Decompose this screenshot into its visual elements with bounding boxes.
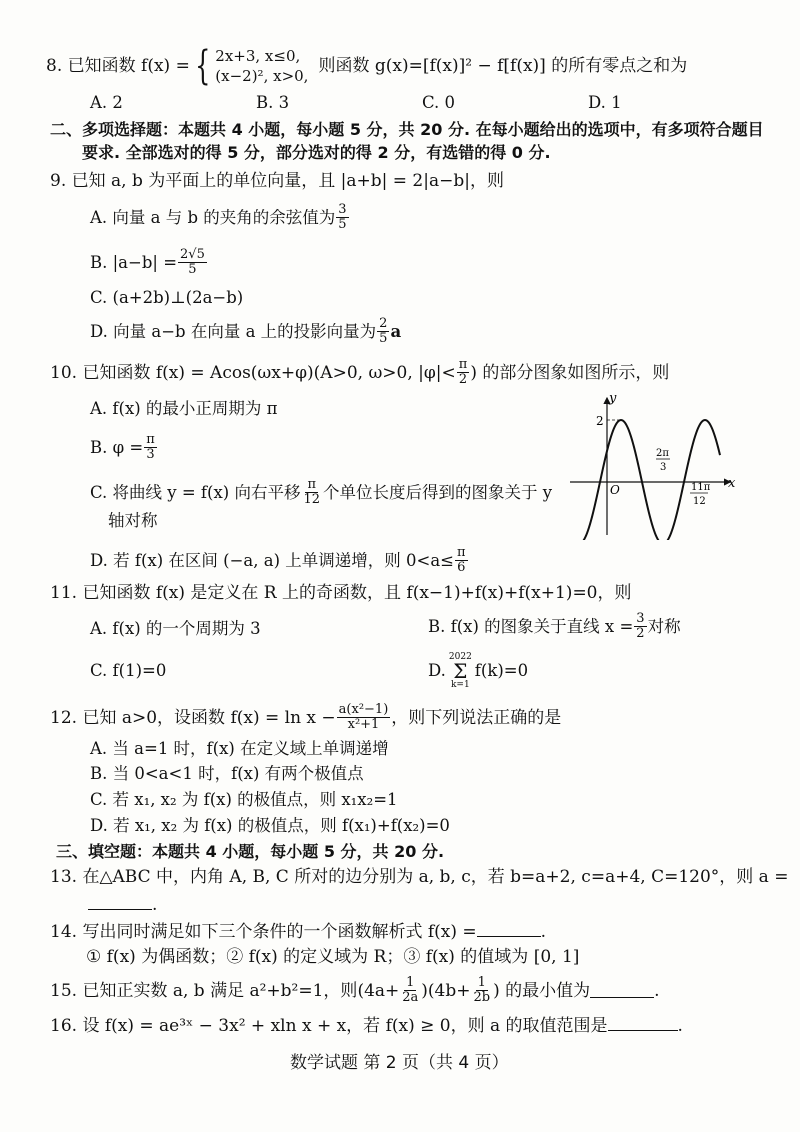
fraction-numerator: π	[457, 545, 466, 560]
q14-answer-blank[interactable]	[477, 922, 541, 937]
q10-option-c-text-b: 个单位长度后得到的图象关于 y	[323, 482, 553, 502]
q12-option-c[interactable]: C. 若 x₁, x₂ 为 f(x) 的极值点，则 x₁x₂=1	[90, 790, 398, 809]
tick2-denominator: 12	[693, 496, 706, 507]
q15-stem	[50, 976, 660, 1005]
q9-option-b[interactable]	[90, 248, 208, 277]
q13-period: .	[152, 895, 158, 915]
q8-option-a[interactable]: A. 2	[90, 93, 123, 112]
q9-option-d-fraction	[377, 317, 389, 346]
q8-piece2: (x−2)², x>0,	[215, 67, 309, 85]
q9-option-d-vector: a	[390, 321, 402, 341]
q11-option-b[interactable]	[428, 612, 681, 641]
q11-option-d-tail: f(k)=0	[474, 661, 529, 680]
q11-option-b-fraction	[634, 612, 646, 641]
q10-stem-b: ) 的部分图象如图所示，则	[470, 362, 670, 383]
fraction-denominator: 5	[188, 262, 197, 277]
y-axis-label: y	[609, 391, 617, 406]
q12-option-a[interactable]: A. 当 a=1 时，f(x) 在定义域上单调递增	[90, 739, 389, 758]
q15-fraction1	[400, 976, 420, 1005]
q16-answer-blank[interactable]	[608, 1016, 678, 1031]
fraction-denominator: x²+1	[347, 717, 380, 732]
q10-option-a[interactable]: A. f(x) 的最小正周期为 π	[90, 399, 278, 418]
q11-option-b-text: B. f(x) 的图象关于直线 x =	[428, 616, 634, 636]
q8-brace: {	[194, 43, 211, 89]
fraction-numerator: 2	[379, 316, 388, 331]
q15-text-a: 15. 已知正实数 a, b 满足 a²+b²=1，则	[50, 980, 358, 1001]
q15-paren1: (4a+	[357, 980, 400, 1001]
q12-stem	[50, 703, 561, 732]
tick1-numerator: 2π	[656, 448, 669, 459]
fraction-denominator: 2	[636, 626, 645, 641]
summation-sign	[449, 652, 472, 690]
q8-stem	[46, 43, 688, 89]
q8-piece1: 2x+3, x≤0,	[215, 47, 301, 65]
q15-answer-blank[interactable]	[590, 983, 654, 998]
q11-option-b-tail: 对称	[647, 616, 681, 636]
q14-stem-text: 14. 写出同时满足如下三个条件的一个函数解析式 f(x) =	[50, 922, 477, 942]
q10-stem-a: 10. 已知函数 f(x) = Acos(ωx+φ)	[50, 362, 314, 383]
fraction-denominator: 12	[303, 492, 320, 507]
q13-answer-blank[interactable]	[88, 895, 152, 910]
q11-option-d[interactable]	[428, 652, 528, 690]
q14-stem	[50, 921, 546, 943]
q8-stem-b: 则函数 g(x)=[f(x)]² − f[f(x)] 的所有零点之和为	[318, 56, 688, 76]
fraction-numerator: a(x²−1)	[338, 702, 389, 717]
q9-option-d[interactable]	[90, 317, 401, 346]
q12-fraction	[337, 703, 391, 732]
q15-fraction2	[472, 976, 493, 1005]
q16-text: 16. 设 f(x) = ae³ˣ − 3x² + xln x + x，若 f(x) ≥ 0，则 a 的取值范围是	[50, 1016, 608, 1036]
fraction-numerator: 3	[636, 611, 645, 626]
fraction-denominator: 3	[146, 447, 155, 462]
q9-option-a-text: A. 向量 a 与 b 的夹角的余弦值为	[90, 207, 336, 227]
tick2-numerator: 11π	[691, 482, 711, 493]
fraction-denominator: 2	[458, 372, 468, 387]
q10-stem-cond: (A>0, ω>0, |φ|<	[313, 362, 456, 383]
q8-option-c[interactable]: C. 0	[422, 93, 456, 112]
q10-option-d-text: D. 若 f(x) 在区间 (−a, a) 上单调递增，则 0<a≤	[90, 550, 454, 570]
q10-option-b-fraction	[144, 433, 157, 462]
section2-heading: 二、多项选择题：本题共 4 小题，每小题 5 分，共 20 分. 在每小题给出的选项中，有多项符合题目	[50, 120, 764, 139]
q8-option-b[interactable]: B. 3	[256, 93, 290, 112]
q10-stem	[50, 358, 669, 387]
q9-option-a[interactable]	[90, 203, 350, 232]
q9-option-a-fraction	[336, 203, 348, 232]
page-footer: 数学试题 第 2 页（共 4 页）	[290, 1053, 509, 1073]
q13-stem: 13. 在△ABC 中，内角 A, B, C 所对的边分别为 a, b, c，若 b=a+2, c=a+4, C=120°，则 a =	[50, 867, 789, 887]
fraction-denominator: 5	[379, 331, 388, 346]
q15-paren2: )(4b+	[421, 980, 471, 1001]
fraction-numerator: π	[458, 357, 468, 372]
q10-function-graph	[570, 390, 740, 540]
sum-upper-limit: 2022	[448, 652, 472, 662]
q10-option-c-text-a: C. 将曲线 y = f(x) 向右平移	[90, 482, 301, 502]
fraction-denominator: 2a	[402, 990, 419, 1005]
origin-label: O	[610, 483, 620, 497]
section3-heading: 三、填空题：本题共 4 小题，每小题 5 分，共 20 分.	[56, 842, 445, 861]
q14-period: .	[540, 922, 547, 942]
q11-option-a[interactable]: A. f(x) 的一个周期为 3	[90, 619, 261, 638]
q15-period: .	[654, 980, 660, 1001]
q10-option-c-cont: 轴对称	[108, 511, 158, 530]
q12-stem-a: 12. 已知 a>0，设函数 f(x) = ln x −	[50, 707, 336, 728]
q15-text-b: ) 的最小值为	[493, 980, 591, 1001]
q11-stem: 11. 已知函数 f(x) 是定义在 R 上的奇函数，且 f(x−1)+f(x)+f(x+1)=0，则	[50, 583, 632, 603]
q8-stem-a: 8. 已知函数 f(x) =	[46, 56, 190, 76]
sigma-symbol: Σ	[453, 659, 468, 683]
q12-option-b[interactable]: B. 当 0<a<1 时，f(x) 有两个极值点	[90, 764, 364, 783]
fraction-numerator: 1	[477, 975, 486, 990]
fraction-denominator: 6	[457, 560, 466, 575]
q10-option-b[interactable]	[90, 433, 158, 462]
q10-option-d[interactable]	[90, 546, 469, 575]
section2-instructions: 要求. 全部选对的得 5 分，部分选对的得 2 分，有选错的得 0 分.	[82, 143, 551, 162]
q10-option-b-text: B. φ =	[90, 437, 144, 457]
x-axis-label: x	[728, 476, 736, 491]
q14-conditions: ① f(x) 为偶函数；② f(x) 的定义域为 R；③ f(x) 的值域为 [0, 1]	[86, 947, 580, 967]
q8-piecewise	[215, 46, 308, 86]
fraction-numerator: π	[307, 477, 316, 492]
q11-option-d-prefix: D.	[428, 661, 446, 680]
fraction-denominator: 5	[338, 217, 347, 232]
q10-option-d-fraction	[455, 546, 468, 575]
cosine-curve	[580, 420, 720, 540]
peak-label: 2	[596, 414, 604, 428]
q12-stem-b: ，则下列说法正确的是	[391, 707, 562, 728]
sum-lower-limit: k=1	[450, 680, 470, 690]
q9-option-b-text: B. |a−b| =	[90, 252, 178, 272]
q9-option-b-fraction	[178, 248, 207, 277]
q16-stem	[50, 1015, 683, 1037]
q9-option-c[interactable]: C. (a+2b)⊥(2a−b)	[90, 288, 244, 307]
fraction-numerator: 1	[406, 975, 415, 990]
q13-answer-line	[88, 894, 157, 916]
fraction-numerator: 3	[338, 202, 347, 217]
q8-option-d[interactable]: D. 1	[588, 93, 622, 112]
q12-option-d[interactable]: D. 若 x₁, x₂ 为 f(x) 的极值点，则 f(x₁)+f(x₂)=0	[90, 816, 450, 835]
q9-option-d-text: D. 向量 a−b 在向量 a 上的投影向量为	[90, 321, 377, 341]
q11-option-c[interactable]: C. f(1)=0	[90, 661, 167, 680]
fraction-numerator: π	[146, 432, 155, 447]
q16-period: .	[677, 1016, 683, 1036]
tick1-denominator: 3	[660, 462, 667, 473]
fraction-numerator: 2√5	[180, 247, 205, 262]
q9-stem: 9. 已知 a, b 为平面上的单位向量，且 |a+b| = 2|a−b|，则	[50, 171, 504, 191]
fraction-denominator: 2b	[473, 990, 491, 1005]
q10-option-c[interactable]	[90, 478, 552, 507]
q10-cond-fraction	[457, 358, 470, 387]
q10-option-c-fraction	[301, 478, 322, 507]
